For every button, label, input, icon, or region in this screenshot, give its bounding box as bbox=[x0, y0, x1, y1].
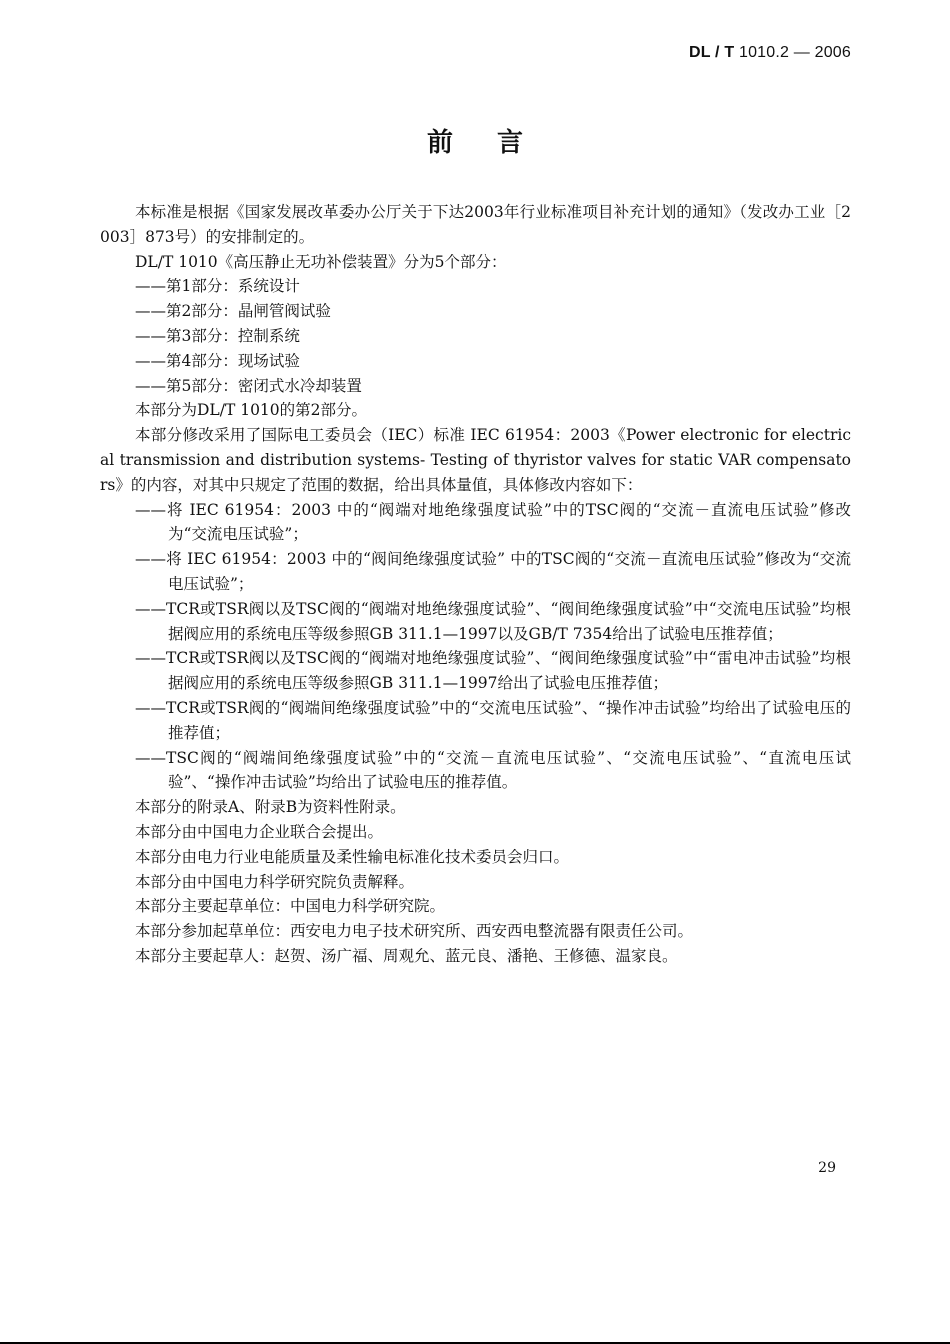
modification-item: ——将 IEC 61954：2003 中的“阀端对地绝缘强度试验”中的TSC阀的“交流－直流电压试验”修改为“交流电压试验”； bbox=[135, 500, 851, 544]
proposer-statement: 本部分由中国电力企业联合会提出。 bbox=[135, 822, 384, 841]
appendix-statement: 本部分的附录A、附录B为资料性附录。 bbox=[135, 798, 406, 817]
modification-item: ——TCR或TSR阀以及TSC阀的“阀端对地绝缘强度试验”、“阀间绝缘强度试验”中“交流电压试验”均根据阀应用的系统电压等级参照GB 311.1—1997以及GB/T 7354给出了试验电压推荐值； bbox=[135, 599, 851, 643]
part-item: ——第1部分：系统设计 bbox=[135, 277, 300, 296]
interpretation-statement: 本部分由中国电力科学研究院负责解释。 bbox=[135, 872, 415, 891]
part-item: ——第3部分：控制系统 bbox=[135, 326, 300, 345]
drafters-statement: 本部分主要起草人：赵贺、汤广福、周观允、蓝元良、潘艳、王修德、温家良。 bbox=[135, 946, 678, 965]
modification-item: ——将 IEC 61954：2003 中的“阀间绝缘强度试验” 中的TSC阀的“交流－直流电压试验”修改为“交流电压试验”； bbox=[135, 550, 851, 593]
page-number: 29 bbox=[818, 1160, 836, 1176]
intro-paragraph: 本标准是根据《国家发展改革委办公厅关于下达2003年行业标准项目补充计划的通知》（发改办工业［2003］873号）的安排制定的。 bbox=[100, 203, 851, 246]
part-item: ——第5部分：密闭式水冷却装置 bbox=[135, 376, 362, 395]
document-body bbox=[100, 200, 851, 969]
standard-code: DL / T bbox=[688, 44, 735, 61]
modifications-list bbox=[100, 498, 851, 796]
parts-list bbox=[100, 274, 851, 398]
committee-statement: 本部分由电力行业电能质量及柔性输电标准化技术委员会归口。 bbox=[135, 847, 570, 866]
part-item: ——第2部分：晶闸管阀试验 bbox=[135, 302, 331, 321]
page-title: 前言 bbox=[426, 128, 567, 158]
modification-item: ——TCR或TSR阀以及TSC阀的“阀端对地绝缘强度试验”、“阀间绝缘强度试验”中“雷电冲击试验”均根据阀应用的系统电压等级参照GB 311.1—1997给出了试验电压推荐值； bbox=[135, 649, 851, 693]
participating-units-statement: 本部分参加起草单位：西安电力电子技术研究所、西安西电整流器有限责任公司。 bbox=[135, 922, 694, 941]
part-item: ——第4部分：现场试验 bbox=[135, 351, 300, 370]
closing-statements bbox=[100, 795, 851, 969]
standard-number: 1010.2 — 2006 bbox=[738, 44, 851, 61]
this-part-paragraph: 本部分为DL/T 1010的第2部分。 bbox=[135, 401, 368, 420]
modification-item: ——TCR或TSR阀的“阀端间绝缘强度试验”中的“交流电压试验”、“操作冲击试验”均给出了试验电压的推荐值； bbox=[135, 698, 851, 742]
modification-item: ——TSC阀的“阀端间绝缘强度试验”中的“交流－直流电压试验”、“交流电压试验”、“直流电压试验”、“操作冲击试验”均给出了试验电压的推荐值。 bbox=[135, 748, 851, 792]
main-drafting-unit-statement: 本部分主要起草单位：中国电力科学研究院。 bbox=[135, 897, 446, 916]
standard-number-header bbox=[689, 44, 851, 62]
iec-adoption-paragraph: 本部分修改采用了国际电工委员会（IEC）标准 IEC 61954：2003《Power electronic for electrical transmission and distribution systems- Testing of thyristor valves for static VAR compensators》的内容，对其中只规定了范围的数据，给出具体量值，具体修改内容如下： bbox=[100, 426, 851, 494]
parts-intro-paragraph: DL/T 1010《高压静止无功补偿装置》分为5个部分： bbox=[135, 252, 507, 271]
